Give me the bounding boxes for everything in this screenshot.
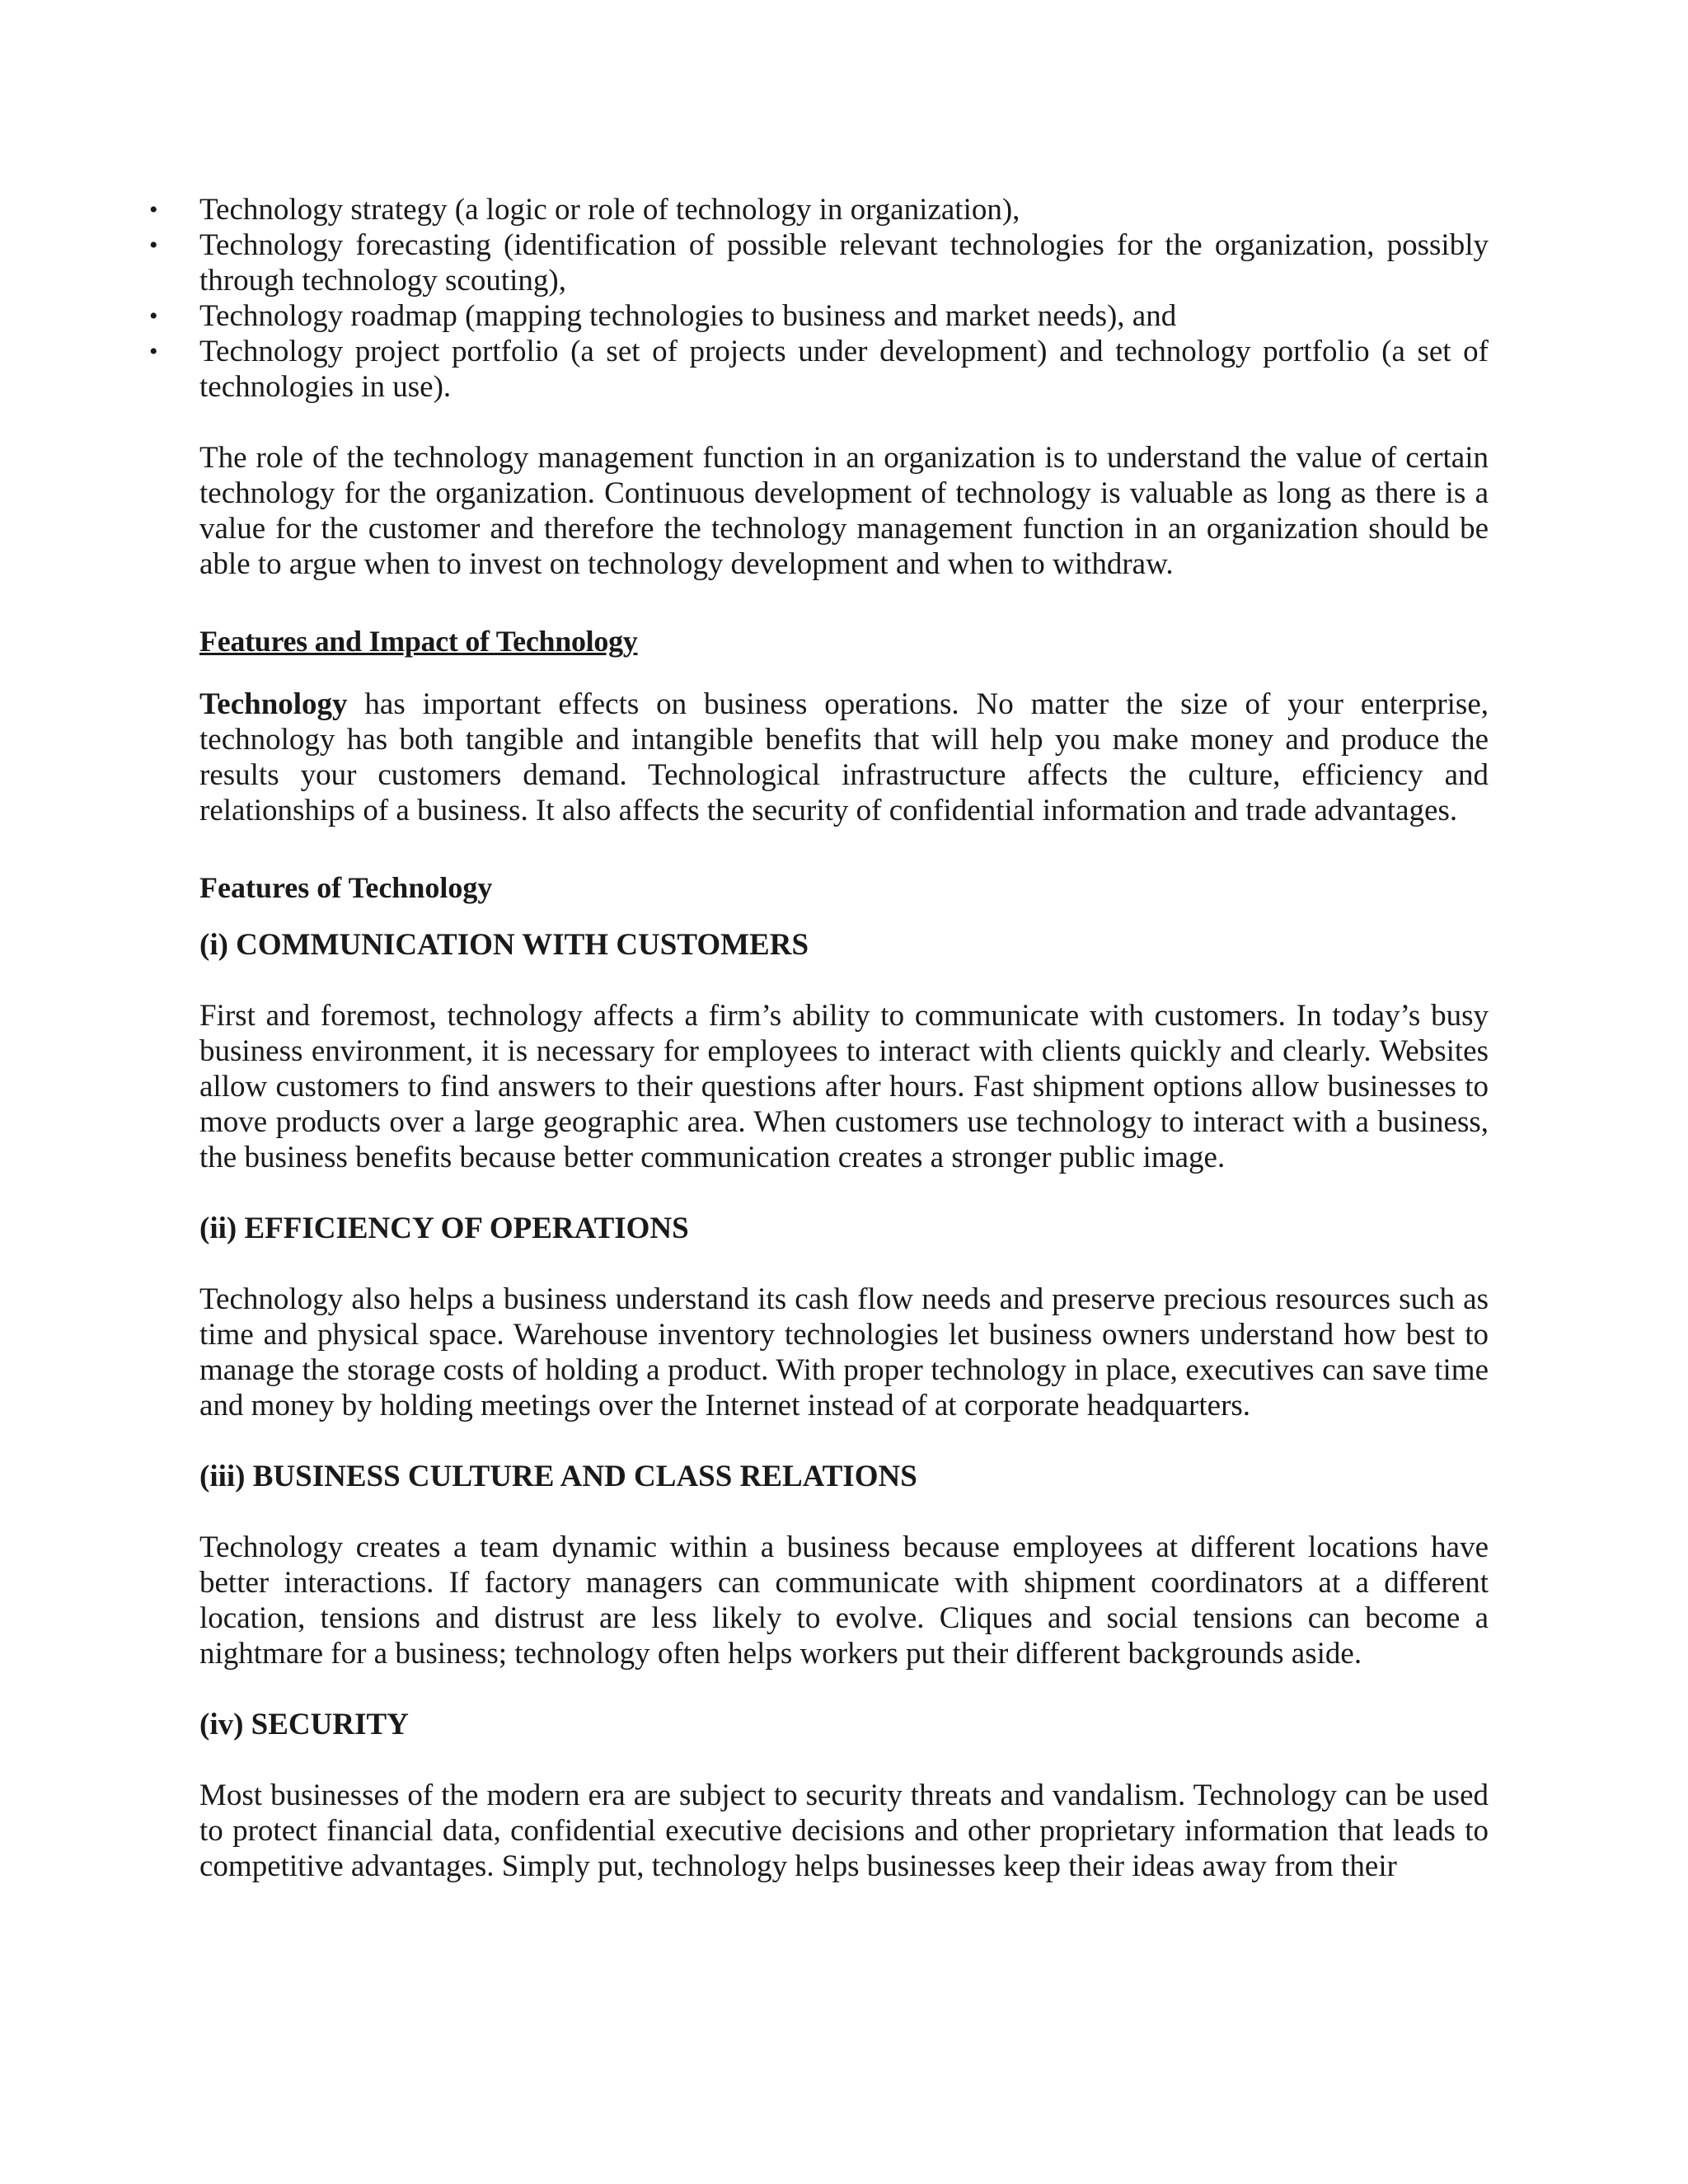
bullet-icon: • [149,232,158,259]
section-body-security: Most businesses of the modern era are subject to security threats and vandalism. Technology can be used to protect financial data, confidential executive decisions and other proprietary information that leads to competitive advantages. Simply put, technology helps businesses keep their ideas away from their [199,1779,1489,1883]
section-heading-efficiency: (ii) EFFICIENCY OF OPERATIONS [199,1212,689,1245]
bullet-text: Technology roadmap (mapping technologies to business and market needs), and [199,299,1177,333]
bullet-item [149,192,1489,227]
bullet-list [149,192,1489,405]
bullet-icon: • [149,196,158,223]
section-heading-security: (iv) SECURITY [199,1708,409,1741]
document-body [149,192,1489,1884]
bullet-text: Technology strategy (a logic or role of technology in organization), [199,193,1020,227]
bullet-item [149,298,1489,334]
section-body-efficiency: Technology also helps a business understand its cash flow needs and preserve precious resources such as time and physical space. Warehouse inventory technologies let business owners understand how best to manage the storage costs of holding a product. With proper technology in place, executives can save time and money by holding meetings over the Internet instead of at corporate headquarters. [199,1282,1489,1422]
features-heading: Features of Technology [199,871,493,904]
section-heading-culture: (iii) BUSINESS CULTURE AND CLASS RELATIONS [199,1460,917,1493]
section-body-communication: First and foremost, technology affects a firm’s ability to communicate with customers. In today’s busy business environment, it is necessary for employees to interact with clients quickly and clearly. Websites allow customers to find answers to their questions after hours. Fast shipment options allow businesses to move products over a large geographic area. When customers use technology to interact with a business, the business benefits because better communication creates a stronger public image. [199,999,1489,1174]
bullet-item [149,227,1489,298]
bullet-text: Technology forecasting (identification of possible relevant technologies for the organization, possibly through technology scouting), [199,228,1489,298]
technology-paragraph-text: has important effects on business operations. No matter the size of your enterprise, technology has both tangible and intangible benefits that will help you make money and produce the results your customers demand. Technological infrastructure affects the culture, efficiency and relationships of a business. It also affects the security of confidential information and trade advantages. [199,687,1489,827]
bullet-icon: • [149,338,158,365]
section-heading-communication: (i) COMMUNICATION WITH CUSTOMERS [199,928,809,962]
technology-paragraph [199,687,1489,828]
bullet-item [149,334,1489,405]
features-impact-heading: Features and Impact of Technology [199,625,638,658]
bullet-icon: • [149,302,158,330]
bullet-text: Technology project portfolio (a set of projects under development) and technology portfolio (a set of technologies in use). [199,335,1489,404]
section-body-culture: Technology creates a team dynamic within a business because employees at different locations have better interactions. If factory managers can communicate with shipment coordinators at a different location, tensions and distrust are less likely to evolve. Cliques and social tensions can become a nightmare for a business; technology often helps workers put their different backgrounds aside. [199,1530,1489,1671]
technology-lead-word: Technology [199,687,348,721]
intro-paragraph: The role of the technology management function in an organization is to understand the value of certain technology for the organization. Continuous development of technology is valuable as long as there is a value for the customer and therefore the technology management function in an organization should be able to argue when to invest on technology development and when to withdraw. [199,441,1489,581]
